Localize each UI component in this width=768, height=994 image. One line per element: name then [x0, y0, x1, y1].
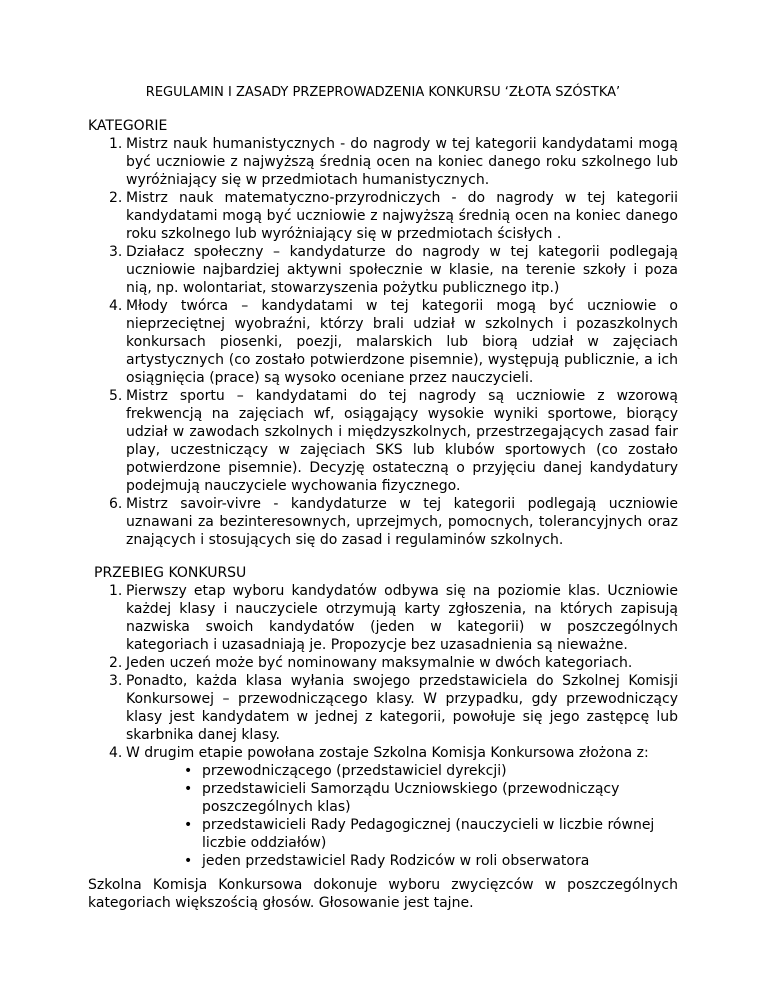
category-item [88, 495, 678, 549]
category-text: Mistrz sportu – kandydatami do tej nagrody są uczniowie z wzorową frekwencją na zajęciach wf, osiągający wysokie wyniki sportowe, biorący udział w zawodach szkolnych i międzyszkolnych, przestrzegających zasad fair play, uczestniczący w zajęciach SKS lub klubów sportowych (co zostało potwierdzone pisemnie). Decyzję ostateczną o przyjęciu danej kandydatury podejmują nauczyciele wychowania fizycznego. [126, 388, 678, 494]
bullet-icon: • [184, 817, 193, 833]
committee-text: jeden przedstawiciel Rady Rodziców w roli obserwatora [202, 853, 590, 869]
committee-list [126, 762, 678, 870]
category-item [88, 243, 678, 297]
category-text: Mistrz nauk humanistycznych - do nagrody w tej kategorii kandydatami mogą być uczniowie z najwyższą średnią ocen na koniec danego roku szkolnego lub wyróżniający się w przedmiotach humanistycznych. [126, 136, 678, 188]
list-number: 1. [109, 136, 123, 152]
list-number: 2. [109, 655, 123, 671]
list-number: 1. [109, 583, 123, 599]
process-text: Pierwszy etap wyboru kandydatów odbywa się na poziomie klas. Uczniowie każdej klasy i nauczyciele otrzymują karty zgłoszenia, na których zapisują nazwiska swoich kandydatów (jeden w kategorii) w poszczególnych kategoriach i uzasadniają je. Propozycje bez uzasadnienia są nieważne. [126, 583, 678, 653]
category-text: Działacz społeczny – kandydaturze do nagrody w tej kategorii podlegają uczniowie najbardziej aktywni społecznie w klasie, na terenie szkoły i poza nią, np. wolontariat, stowarzyszenia pożytku publicznego itp.) [126, 244, 678, 296]
category-text: Młody twórca – kandydatami w tej kategorii mogą być uczniowie o nieprzeciętnej wyobraźni, którzy brali udział w szkolnych i pozaszkolnych konkursach piosenki, poezji, malarskich lub biorą udział w zajęciach artystycznych (co zostało potwierdzone pisemnie), występują publicznie, a ich osiągnięcia (prace) są wysoko oceniane przez nauczycieli. [126, 298, 678, 386]
process-heading: PRZEBIEG KONKURSU [94, 565, 247, 581]
list-number: 5. [109, 388, 123, 404]
process-step [88, 672, 678, 744]
committee-member [126, 816, 678, 852]
list-number: 4. [109, 298, 123, 314]
list-number: 2. [109, 190, 123, 206]
category-item [88, 135, 678, 189]
category-text: Mistrz savoir-vivre - kandydaturze w tej kategorii podlegają uczniowie uznawani za bezinteresownych, uprzejmych, pomocnych, tolerancyjnych oraz znających i stosujących się do zasad i regulaminów szkolnych. [126, 496, 678, 548]
process-step [88, 654, 678, 672]
process-text: Jeden uczeń może być nominowany maksymalnie w dwóch kategoriach. [126, 655, 633, 671]
bullet-icon: • [184, 853, 193, 869]
category-item [88, 297, 678, 387]
bullet-icon: • [184, 781, 193, 797]
category-text: Mistrz nauk matematyczno-przyrodniczych - do nagrody w tej kategorii kandydatami mogą być uczniowie z najwyższą średnią ocen na koniec danego roku szkolnego lub wyróżniający się w przedmiotach ścisłych . [126, 190, 678, 242]
document-title: REGULAMIN I ZASADY PRZEPROWADZENIA KONKURSU ‘ZŁOTA SZÓSTKA’ [145, 85, 621, 100]
committee-text: przedstawicieli Samorządu Uczniowskiego (przewodniczący poszczególnych klas) [202, 781, 620, 815]
committee-text: przedstawicieli Rady Pedagogicznej (nauczycieli w liczbie równej liczbie oddziałów) [202, 817, 655, 851]
committee-member [126, 780, 678, 816]
category-item [88, 189, 678, 243]
categories-heading: KATEGORIE [88, 118, 168, 134]
process-list [88, 582, 678, 870]
committee-member [126, 852, 678, 870]
committee-member [126, 762, 678, 780]
list-number: 4. [109, 745, 123, 761]
summary-paragraph: Szkolna Komisja Konkursowa dokonuje wyboru zwycięzców w poszczególnych kategoriach większością głosów. Głosowanie jest tajne. [88, 877, 678, 911]
process-step [88, 744, 678, 870]
list-number: 6. [109, 496, 123, 512]
list-number: 3. [109, 673, 123, 689]
categories-list [88, 135, 678, 549]
process-step [88, 582, 678, 654]
committee-text: przewodniczącego (przedstawiciel dyrekcji) [202, 763, 507, 779]
list-number: 3. [109, 244, 123, 260]
category-item [88, 387, 678, 495]
process-text: W drugim etapie powołana zostaje Szkolna Komisja Konkursowa złożona z: [126, 745, 649, 761]
process-text: Ponadto, każda klasa wyłania swojego przedstawiciela do Szkolnej Komisji Konkursowej – przewodniczącego klasy. W przypadku, gdy przewodniczący klasy jest kandydatem w jednej z kategorii, powołuje się jego zastępcę lub skarbnika danej klasy. [126, 673, 678, 743]
bullet-icon: • [184, 763, 193, 779]
